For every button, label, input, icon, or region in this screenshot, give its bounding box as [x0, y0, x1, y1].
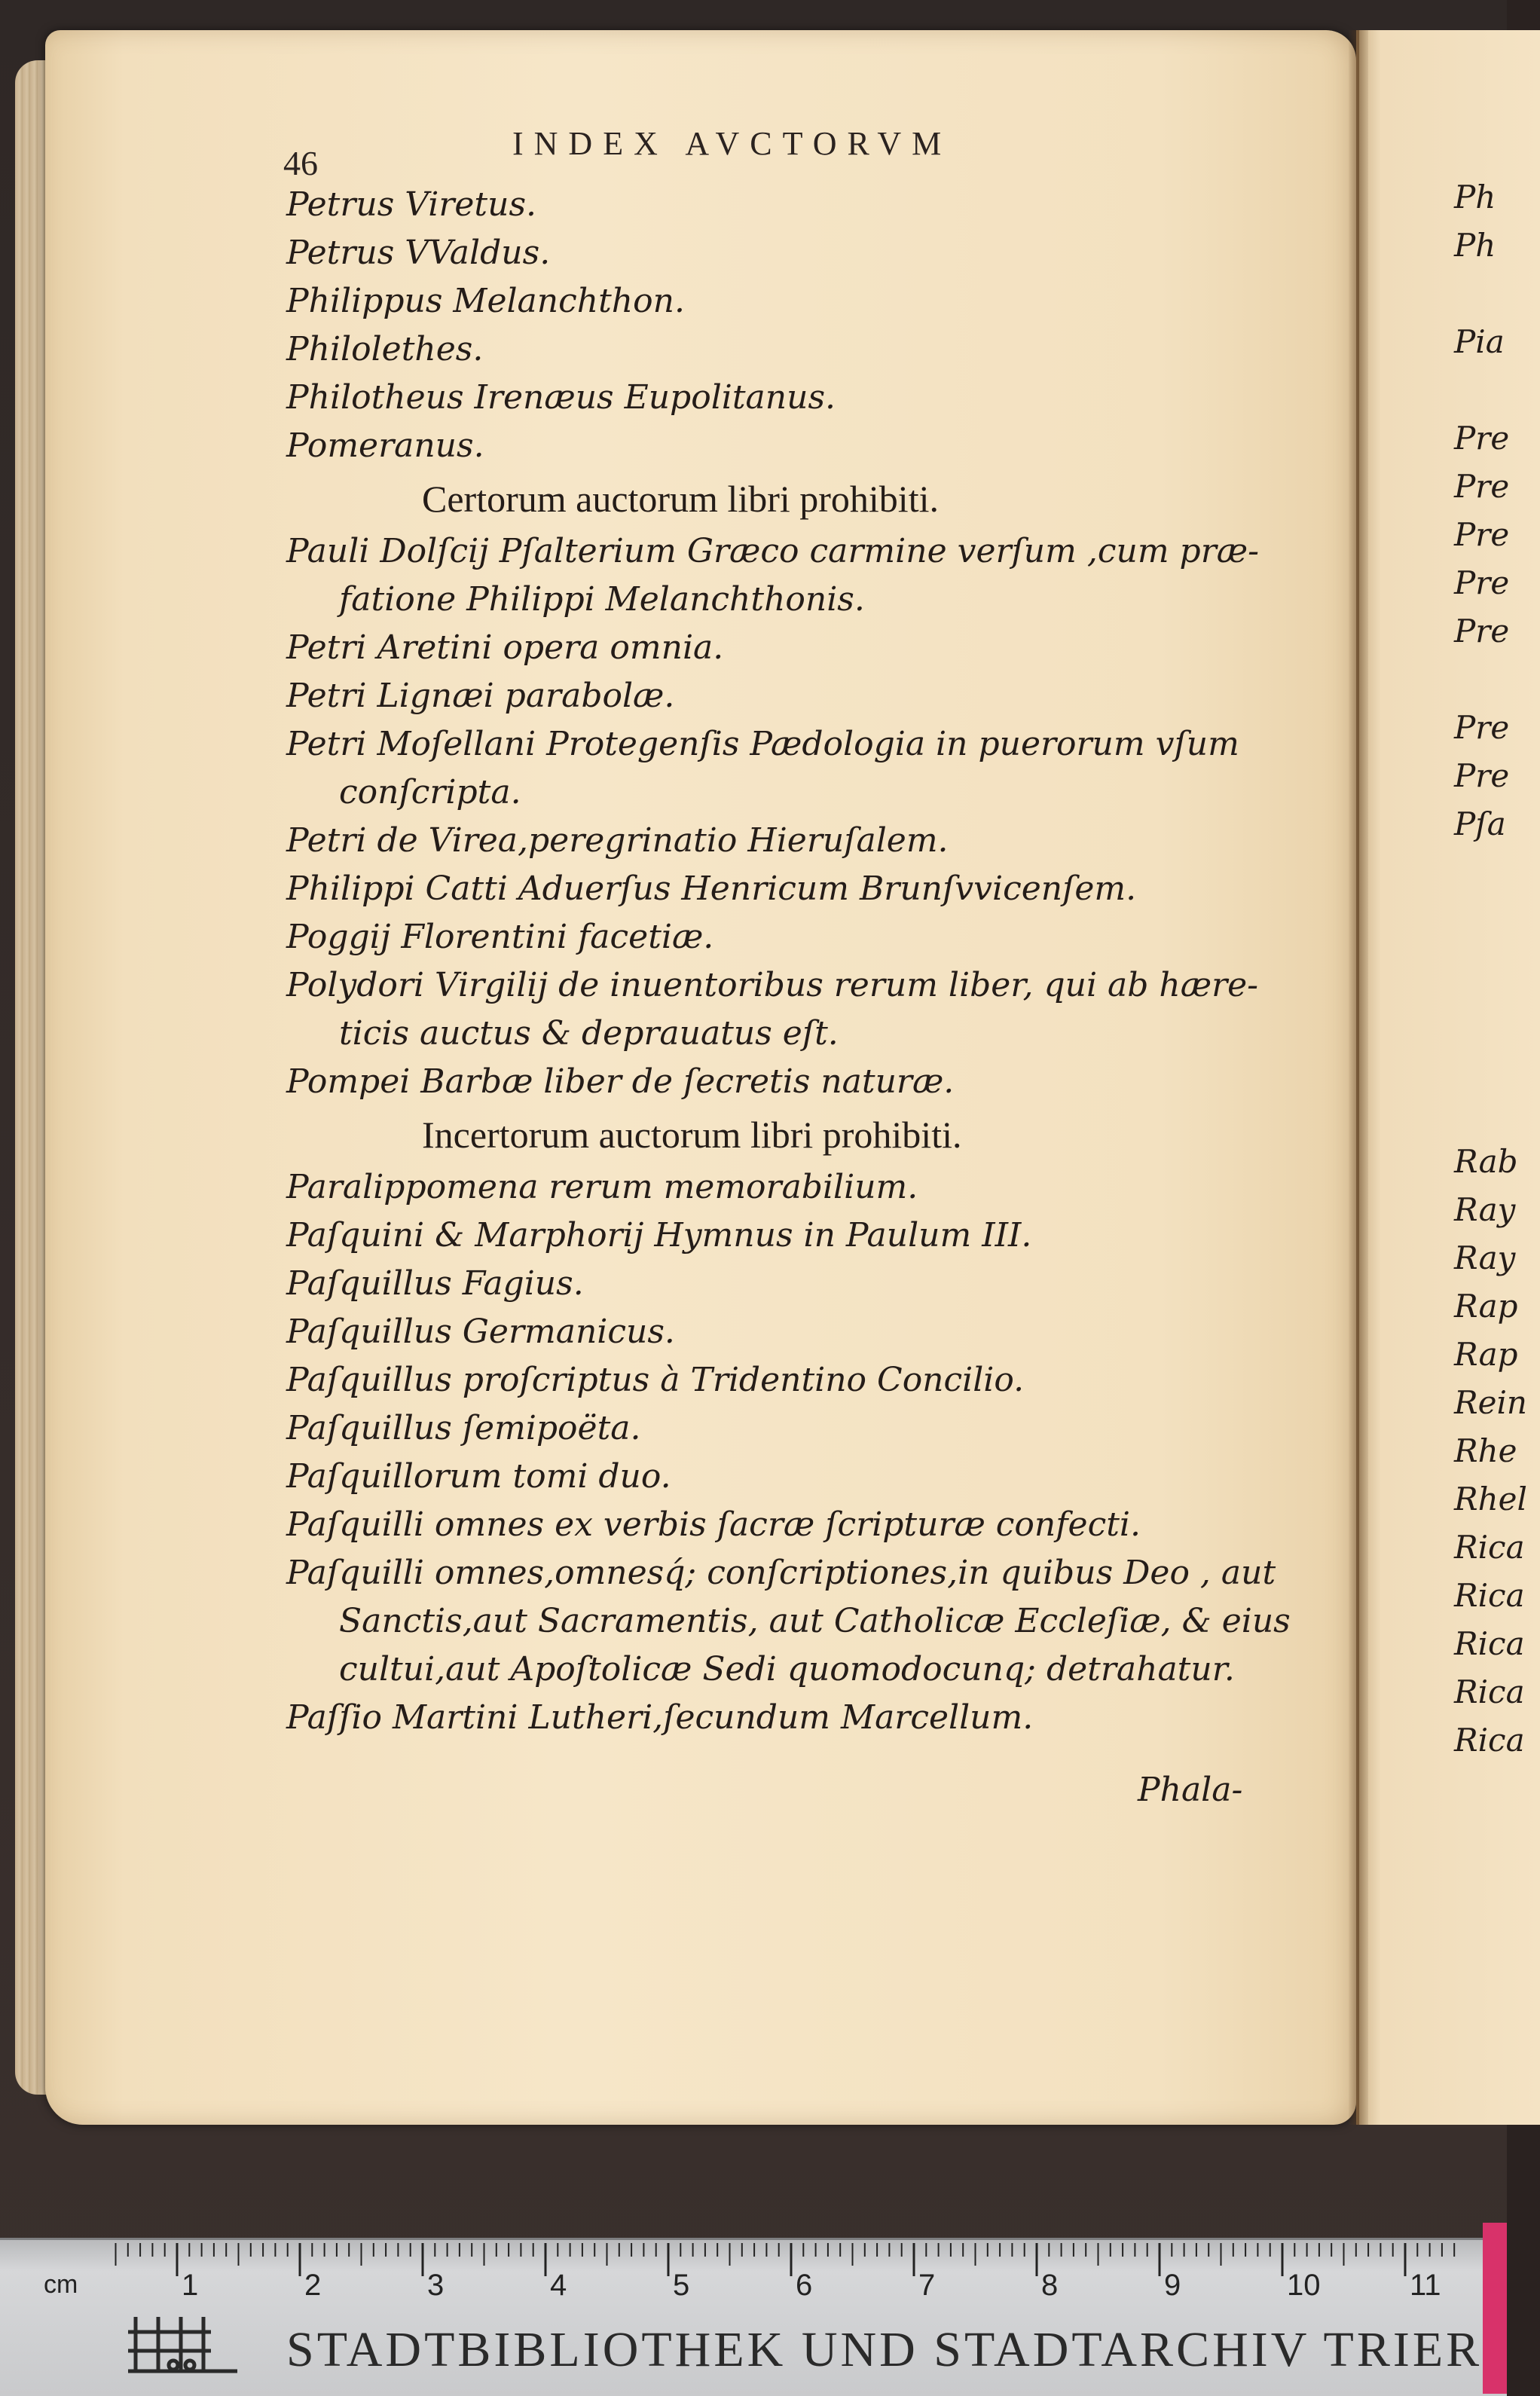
index-entry: Paſquillorum tomi duo.: [286, 1457, 671, 1496]
right-page-fragment: [1454, 656, 1507, 704]
right-page-fragment: [1454, 993, 1507, 1041]
index-entry: Poggij Florentini facetiæ.: [286, 918, 714, 956]
index-entry: Petrus VValdus.: [286, 234, 551, 272]
ruler-unit: cm: [44, 2270, 78, 2299]
right-page-fragment: [1454, 1090, 1507, 1138]
running-header: INDEX AVCTORVM: [512, 125, 952, 162]
ruler-number: 9: [1164, 2269, 1181, 2302]
library-logo-icon: [128, 2309, 241, 2374]
index-entry: Paſquilli omnes,omnesq́; conſcriptiones,in quibus Deo , aut: [286, 1554, 1276, 1592]
right-page-fragment: Ph: [1454, 227, 1496, 264]
right-page-fragment: Rica: [1454, 1529, 1525, 1566]
right-page-fragment: Pia: [1454, 323, 1505, 360]
ruler-number: 11: [1410, 2269, 1441, 2302]
index-entry: Paſquillus Germanicus.: [286, 1313, 675, 1351]
index-entry: Petrus Viretus.: [286, 185, 537, 224]
right-page-fragment: Pre: [1454, 468, 1510, 505]
ruler-number: 8: [1041, 2269, 1059, 2302]
right-page-fragment: Rica: [1454, 1577, 1525, 1614]
section-heading: Incertorum auctorum libri prohibiti.: [422, 1114, 962, 1156]
index-entry: Paſquillus Fagius.: [286, 1264, 584, 1303]
right-page: [1356, 30, 1540, 2125]
library-label: STADTBIBLIOTHEK UND STADTARCHIV TRIER: [286, 2322, 1483, 2377]
right-page-fragment: Pſa: [1454, 805, 1506, 842]
index-entry: Philolethes.: [286, 330, 484, 368]
right-page-fragment: Pre: [1454, 709, 1510, 746]
index-entry: Petri Lignæi parabolæ.: [286, 677, 675, 715]
ruler-number: 4: [550, 2269, 567, 2302]
index-entries: [286, 181, 1291, 1742]
index-entry: fatione Philippi Melanchthonis.: [339, 580, 865, 619]
right-page-fragment: Pre: [1454, 564, 1510, 601]
right-page-fragment: Pre: [1454, 613, 1510, 649]
index-entry: Paſquilli omnes ex verbis ſacræ ſcripturæ confecti.: [286, 1505, 1141, 1544]
ruler-number: 10: [1287, 2269, 1321, 2302]
ruler-number: 7: [918, 2269, 936, 2302]
right-page-fragment: Pre: [1454, 757, 1510, 794]
right-page-fragment: Rap: [1454, 1336, 1518, 1373]
right-page-fragment: Pre: [1454, 516, 1510, 553]
right-page-fragment: Rab: [1454, 1143, 1518, 1180]
index-entry: Pomeranus.: [286, 426, 484, 465]
index-entry: cultui,aut Apoſtolicæ Sedi quomodocunq; detrahatur.: [339, 1650, 1235, 1689]
index-entry: Paſquillus ſemipoëta.: [286, 1409, 641, 1447]
index-entry: Paralippomena rerum memorabilium.: [286, 1168, 918, 1206]
book-gutter: [1349, 30, 1368, 2125]
ruler-number: 1: [182, 2269, 199, 2302]
index-entry: Petri de Virea,peregrinatio Hieruſalem.: [286, 821, 949, 860]
scale-ruler: [0, 2238, 1507, 2396]
index-entry: Paſquini & Marphorij Hymnus in Paulum III.: [286, 1216, 1032, 1255]
index-entry: Philippus Melanchthon.: [286, 282, 685, 320]
index-entry: ticis auctus & deprauatus eſt.: [339, 1014, 839, 1053]
section-heading: Certorum auctorum libri prohibiti.: [422, 478, 939, 520]
page-number: 46: [283, 144, 318, 182]
right-page-fragment: [1454, 945, 1507, 993]
ruler-number: 5: [673, 2269, 690, 2302]
right-page-fragment: Rap: [1454, 1288, 1518, 1325]
index-entry: Sanctis,aut Sacramentis, aut Catholicæ Eccleſiæ, & eius: [339, 1602, 1291, 1640]
index-entry: Pauli Dolſcij Pſalterium Græco carmine verſum ,cum præ-: [286, 532, 1259, 570]
right-page-fragment: [1454, 848, 1507, 897]
ruler-number: 6: [796, 2269, 813, 2302]
color-marker: [1483, 2223, 1507, 2394]
right-page-fragment: [1454, 366, 1507, 414]
catchword: Phala-: [1138, 1771, 1243, 1809]
right-page-fragment: Rica: [1454, 1625, 1525, 1662]
index-entry: Petri Moſellani Protegenſis Pædologia in puerorum vſum: [286, 725, 1239, 763]
right-page-fragment: Rein: [1454, 1384, 1527, 1421]
index-entry: Philotheus Irenæus Eupolitanus.: [286, 378, 836, 417]
index-entry: Paſquillus proſcriptus à Tridentino Concilio.: [286, 1361, 1025, 1399]
right-page-fragment: [1454, 897, 1507, 945]
right-page-fragment: [1454, 1041, 1507, 1090]
right-page-fragment: Ray: [1454, 1239, 1516, 1276]
right-page-fragment: Rhel: [1454, 1481, 1527, 1517]
right-page-fragment: Rica: [1454, 1722, 1525, 1759]
right-page-fragment: Ph: [1454, 179, 1496, 215]
right-page-fragment: Ray: [1454, 1191, 1516, 1228]
index-entry: Paſſio Martini Lutheri,ſecundum Marcellum.: [286, 1698, 1034, 1737]
index-entry: conſcripta.: [339, 773, 521, 811]
right-page-fragments: [1454, 173, 1527, 1765]
index-entry: Philippi Catti Aduerſus Henricum Brunſvvicenſem.: [286, 869, 1137, 908]
right-page-fragment: Pre: [1454, 420, 1510, 457]
right-page-fragment: [1454, 270, 1507, 318]
right-page-fragment: Rhe: [1454, 1432, 1517, 1469]
index-entry: Pompei Barbæ liber de ſecretis naturæ.: [286, 1062, 955, 1101]
right-page-fragment: Rica: [1454, 1673, 1525, 1710]
ruler-ticks: [0, 2240, 1507, 2293]
ruler-number: 2: [304, 2269, 322, 2302]
index-entry: Petri Aretini opera omnia.: [286, 628, 724, 667]
index-entry: Polydori Virgilij de inuentoribus rerum liber, qui ab hære-: [286, 966, 1259, 1004]
ruler-number: 3: [427, 2269, 445, 2302]
